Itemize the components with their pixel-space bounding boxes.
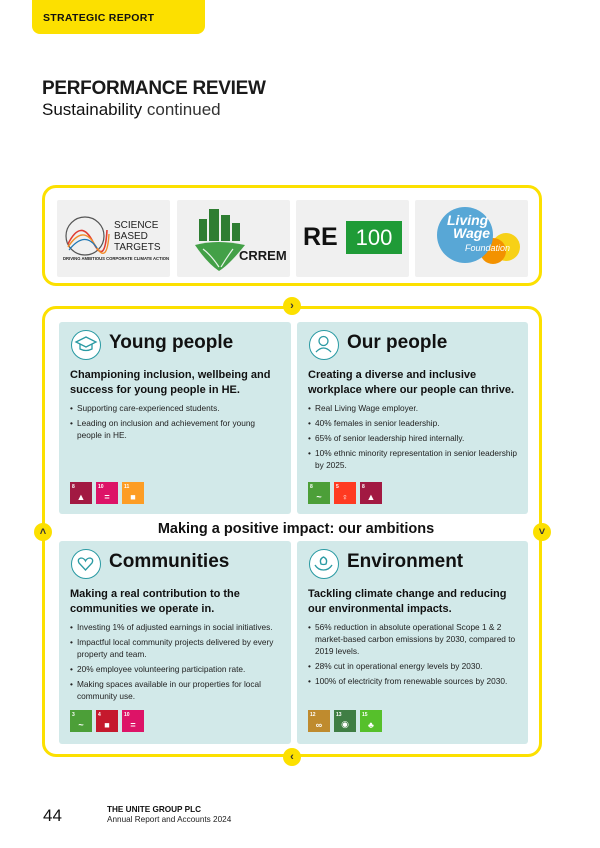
our-people-lead: Creating a diverse and inclusive workplace where our people can thrive.	[308, 369, 515, 396]
sbt-mark-icon	[63, 214, 111, 258]
living-wage-line-1: Living	[447, 212, 489, 228]
graduation-cap-icon	[71, 330, 101, 360]
crrem-name: CRREM	[239, 248, 287, 263]
environment-panel	[297, 541, 528, 744]
sbt-line-1: SCIENCE	[114, 220, 159, 231]
page-title: PERFORMANCE REVIEW	[42, 78, 266, 99]
communities-panel	[59, 541, 291, 744]
list-item: • 65% of senior leadership hired internally.	[308, 432, 520, 444]
living-wage-logo	[415, 200, 528, 277]
list-item: • Leading on inclusion and achievement for young people in HE.	[70, 417, 282, 441]
sdg-11-icon: 11 ■	[122, 482, 144, 504]
list-item: • Investing 1% of adjusted earnings in social initiatives.	[70, 621, 282, 633]
community-heart-icon	[71, 549, 101, 579]
sdg-icons-row	[308, 482, 382, 504]
sdg-5-icon: 5 ♀	[334, 482, 356, 504]
re100-number: 100	[346, 221, 402, 254]
subtitle-suffix: continued	[142, 100, 221, 119]
sdg-8-icon: 8 ▲	[70, 482, 92, 504]
sdg-8-icon: 8 ~	[308, 482, 330, 504]
list-item: • 100% of electricity from renewable sources by 2030.	[308, 675, 520, 687]
footer-company: THE UNITE GROUP PLC	[107, 805, 202, 814]
re100-prefix: RE	[303, 223, 338, 251]
hands-leaf-icon	[309, 549, 339, 579]
communities-list	[70, 621, 282, 705]
living-wage-line-3: Foundation	[465, 243, 511, 253]
sdg-12-icon: 12 ∞	[308, 710, 330, 732]
communities-heading: Communities	[109, 551, 230, 572]
list-item: • 56% reduction in absolute operational Scope 1 & 2 market-based carbon emissions by 2030, compared to 2019 levels.	[308, 621, 520, 657]
environment-lead: Tackling climate change and reducing our environmental impacts.	[308, 588, 507, 615]
sdg-10-icon: 10 =	[96, 482, 118, 504]
list-item: • 10% ethnic minority representation in senior leadership by 2025.	[308, 447, 520, 471]
sdg-10-icon: 10 =	[122, 710, 144, 732]
subtitle-main: Sustainability	[42, 100, 143, 119]
sdg-15-icon: 15 ♣	[360, 710, 382, 732]
crrem-logo	[177, 200, 290, 277]
sdg-3-icon: 3 ~	[70, 710, 92, 732]
list-item: • Supporting care-experienced students.	[70, 402, 282, 414]
chevron-right-icon[interactable]: ›	[283, 297, 301, 315]
logo-frame	[42, 185, 542, 286]
list-item: • 28% cut in operational energy levels by 2030.	[308, 660, 520, 672]
chevron-down-icon[interactable]: ˅	[533, 523, 551, 541]
chevron-left-icon[interactable]: ‹	[283, 748, 301, 766]
chevron-up-icon[interactable]: ˄	[34, 523, 52, 541]
sbt-tagline: DRIVING AMBITIOUS CORPORATE CLIMATE ACTION	[63, 256, 170, 261]
young-people-list	[70, 402, 282, 444]
person-icon	[309, 330, 339, 360]
ambitions-heading: Making a positive impact: our ambitions	[148, 519, 444, 539]
list-item: • 40% females in senior leadership.	[308, 417, 520, 429]
environment-heading: Environment	[347, 551, 464, 572]
section-tab: STRATEGIC REPORT	[32, 0, 205, 34]
sdg-icons-row	[308, 710, 382, 732]
page-subtitle	[42, 100, 221, 120]
list-item: • Impactful local community projects delivered by every property and team.	[70, 636, 282, 660]
sbt-logo	[57, 200, 170, 277]
sdg-8-icon: 8 ▲	[360, 482, 382, 504]
our-people-list	[308, 402, 520, 474]
living-wage-line-2: Wage	[453, 225, 491, 241]
sbt-line-3: TARGETS	[114, 242, 161, 253]
communities-lead: Making a real contribution to the communities we operate in.	[70, 588, 240, 615]
sbt-line-2: BASED	[114, 231, 148, 242]
our-people-heading: Our people	[347, 332, 448, 353]
list-item: • Real Living Wage employer.	[308, 402, 520, 414]
sdg-4-icon: 4 ■	[96, 710, 118, 732]
sdg-13-icon: 13 ◉	[334, 710, 356, 732]
sbt-name	[114, 220, 160, 253]
footer-document: Annual Report and Accounts 2024	[107, 815, 232, 824]
environment-list	[308, 621, 520, 690]
list-item: • 20% employee volunteering participation rate.	[70, 663, 282, 675]
young-people-lead: Championing inclusion, wellbeing and success for young people in HE.	[70, 369, 271, 396]
re100-logo	[296, 200, 409, 277]
young-people-panel	[59, 322, 291, 514]
our-people-panel	[297, 322, 528, 514]
list-item: • Making spaces available in our properties for local community use.	[70, 678, 282, 702]
sdg-icons-row	[70, 482, 144, 504]
page-number: 44	[43, 806, 62, 825]
sdg-icons-row	[70, 710, 144, 732]
young-people-heading: Young people	[109, 332, 234, 353]
